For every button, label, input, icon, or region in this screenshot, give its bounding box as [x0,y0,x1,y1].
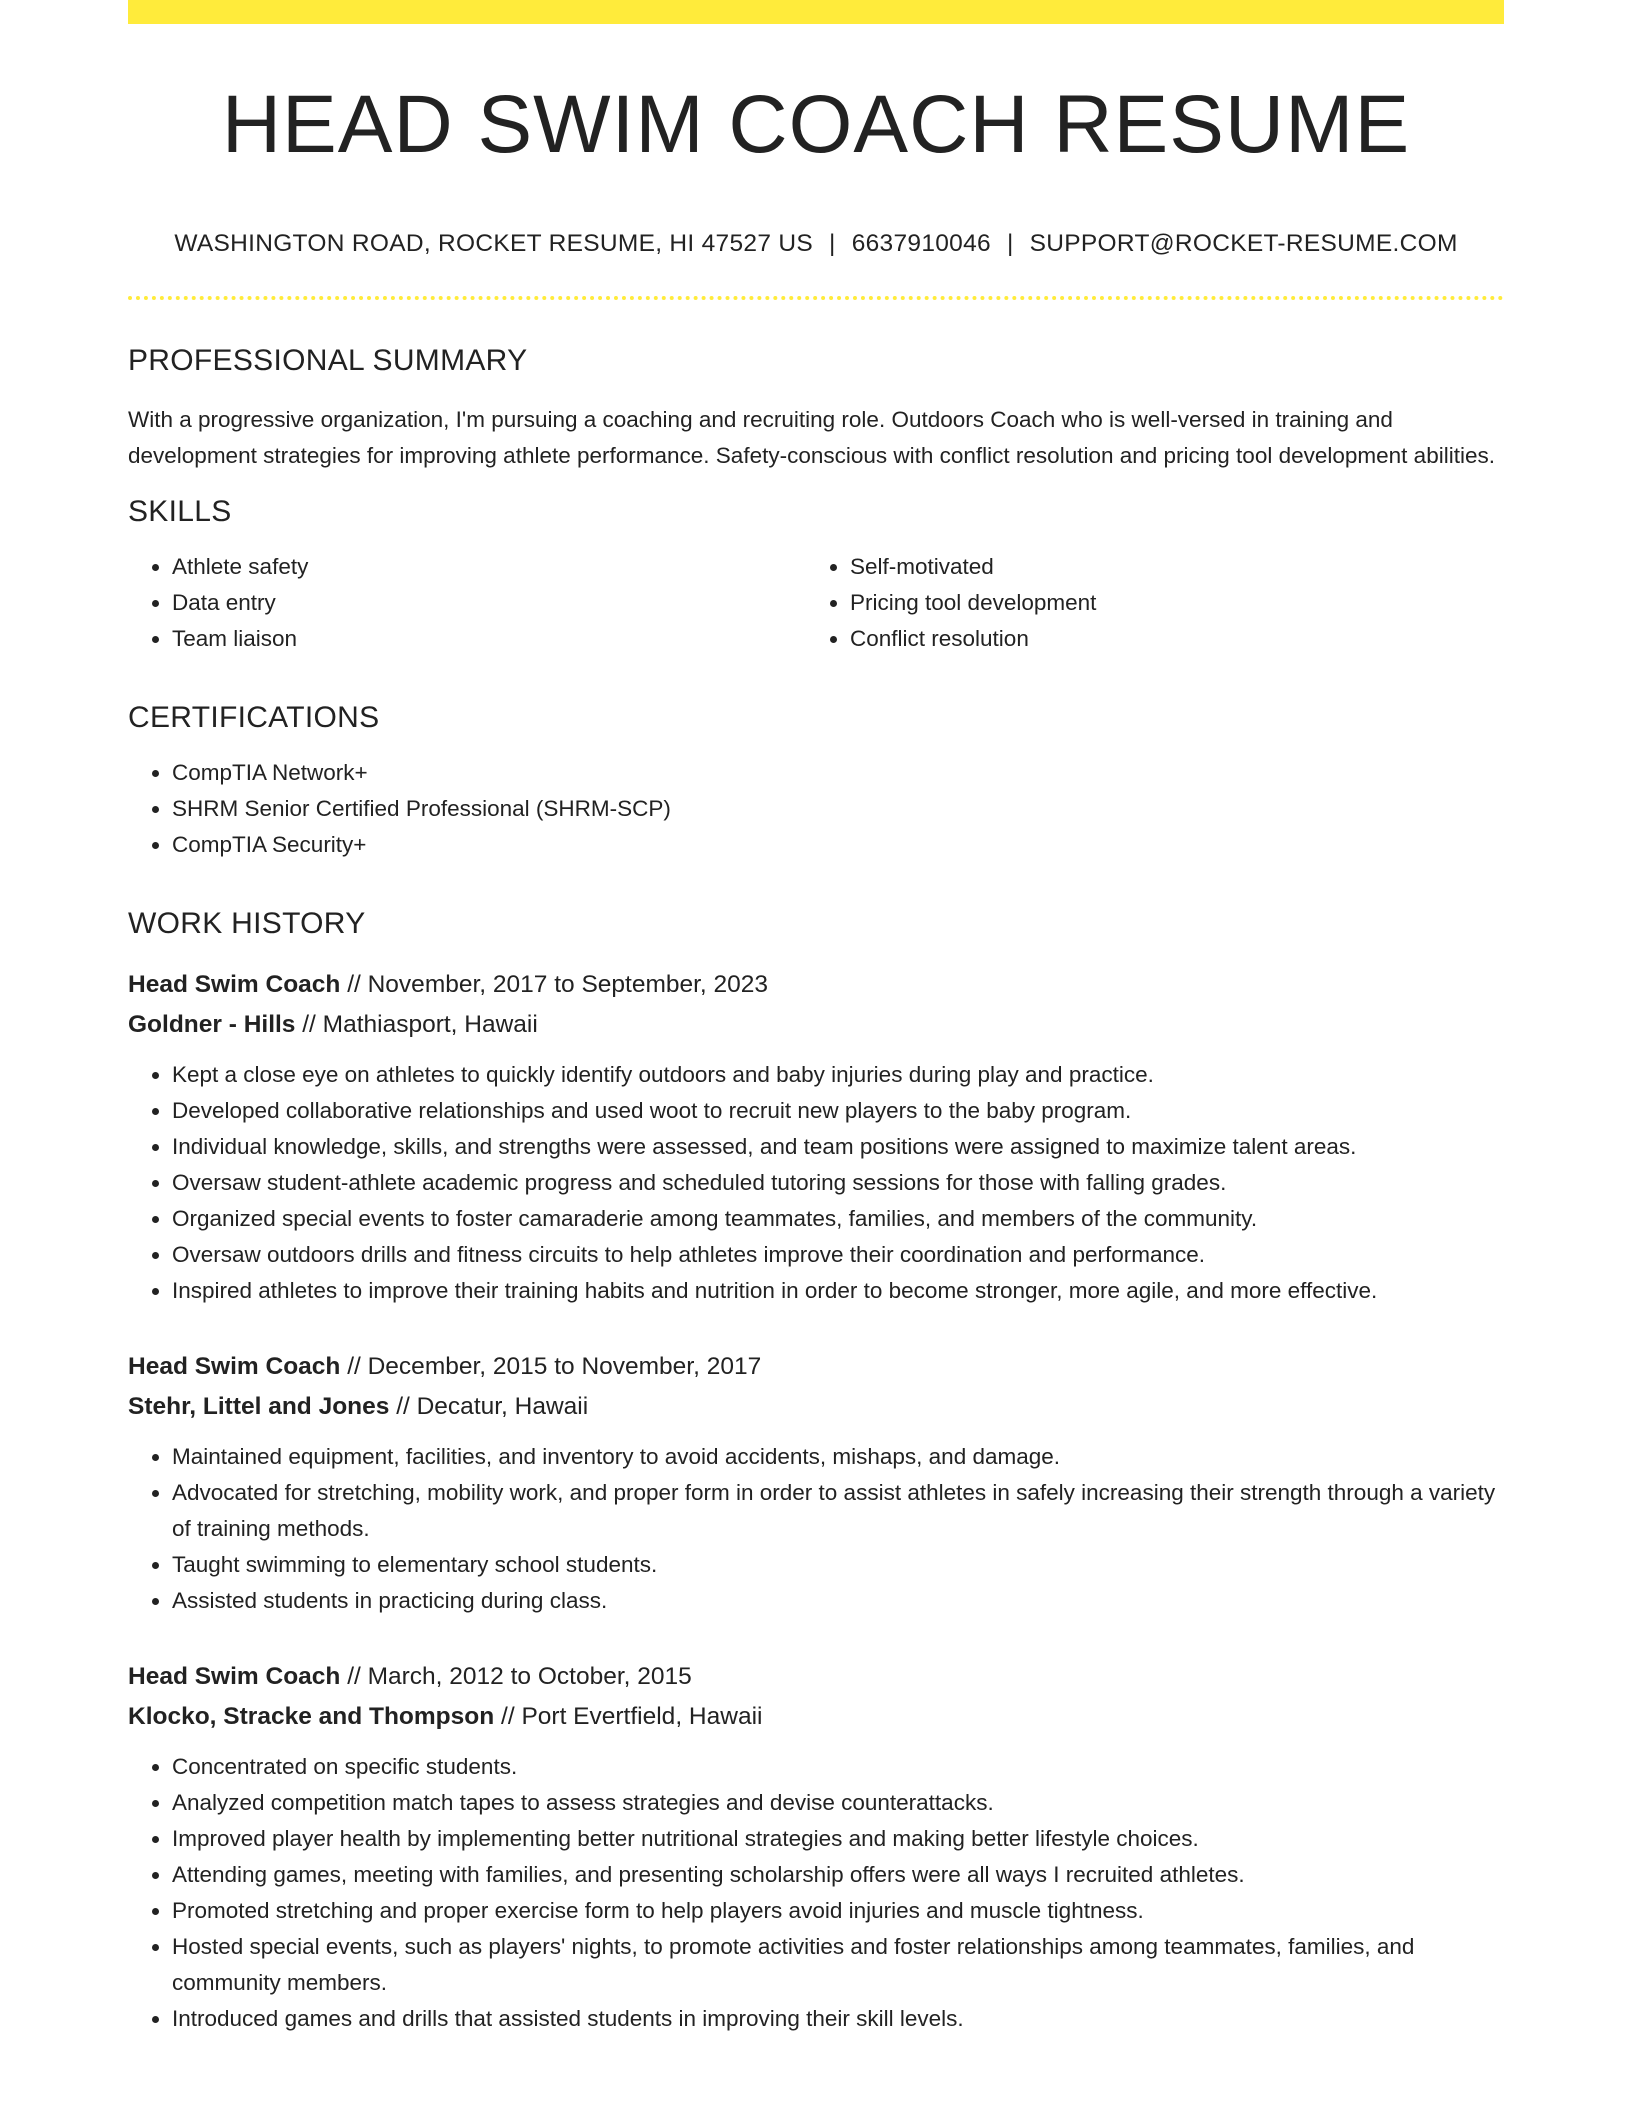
job-location: // Decatur, Hawaii [389,1392,589,1420]
job-bullet: • Organized special events to foster camaraderie among teammates, families, and members of the community. [172,1201,1504,1237]
job-dates: // December, 2015 to November, 2017 [340,1352,762,1380]
skill-item: • Conflict resolution [850,621,1484,657]
job-dates: // November, 2017 to September, 2023 [340,970,769,998]
job-bullet: • Promoted stretching and proper exercise form to help players avoid injuries and muscle tightness. [172,1893,1504,1929]
job-title-line [128,1657,1504,1697]
dotted-divider [128,296,1504,300]
certification-item: • CompTIA Security+ [172,827,1504,863]
skill-item: • Data entry [172,585,806,621]
job-company-line [128,1387,1504,1427]
job-bullets [128,1439,1504,1619]
certifications-section [128,700,1504,863]
job-dates: // March, 2012 to October, 2015 [340,1662,692,1690]
job-bullet: • Analyzed competition match tapes to assess strategies and devise counterattacks. [172,1785,1504,1821]
job-bullets [128,1749,1504,2037]
job-company-line [128,1697,1504,1737]
job-company: Stehr, Littel and Jones [128,1392,390,1420]
job-title-line [128,1347,1504,1387]
job-bullets [128,1057,1504,1309]
job-company-line [128,1005,1504,1045]
job-company: Goldner - Hills [128,1010,296,1038]
work-history-heading: WORK HISTORY [128,906,366,940]
skills-grid [128,527,1504,657]
job-bullet: • Developed collaborative relationships and used woot to recruit new players to the baby program. [172,1093,1504,1129]
job-bullet: • Maintained equipment, facilities, and inventory to avoid accidents, mishaps, and damage. [172,1439,1504,1475]
contact-separator: | [1006,230,1014,257]
job-entry [128,1657,1504,2037]
job-bullet: • Taught swimming to elementary school students. [172,1547,1504,1583]
contact-email: SUPPORT@ROCKET-RESUME.COM [1029,230,1458,257]
skills-section [128,494,1504,657]
skills-list-left [128,549,806,657]
summary-text: With a progressive organization, I'm pursuing a coaching and recruiting role. Outdoors Coach who is well-versed in training and development strategies for improving athlete performance. Safety-conscious with conflict resolution and pricing tool development abilities. [128,407,1495,468]
accent-bar [128,0,1504,24]
job-bullet: • Individual knowledge, skills, and strengths were assessed, and team positions were assigned to maximize talent areas. [172,1129,1504,1165]
job-company: Klocko, Stracke and Thompson [128,1702,495,1730]
job-location: // Mathiasport, Hawaii [295,1010,538,1038]
contact-address: WASHINGTON ROAD, ROCKET RESUME, HI 47527 US [174,230,814,257]
job-bullet: • Concentrated on specific students. [172,1749,1504,1785]
job-entry [128,1347,1504,1619]
job-title-line [128,965,1504,1005]
job-bullet: • Oversaw outdoors drills and fitness circuits to help athletes improve their coordination and performance. [172,1237,1504,1273]
job-title: Head Swim Coach [128,1352,341,1380]
certifications-list [128,755,1504,863]
resume-page [128,0,1504,2037]
job-bullet: • Hosted special events, such as players' nights, to promote activities and foster relationships among teammates, families, and community members. [172,1929,1504,2001]
job-bullet: • Inspired athletes to improve their training habits and nutrition in order to become stronger, more agile, and more effective. [172,1273,1504,1309]
job-title: Head Swim Coach [128,970,341,998]
job-entry [128,965,1504,1309]
skill-item: • Self-motivated [850,549,1484,585]
skill-item: • Athlete safety [172,549,806,585]
job-bullet: • Advocated for stretching, mobility work, and proper form in order to assist athletes in safely increasing their strength through a variety of training methods. [172,1475,1504,1547]
summary-heading: PROFESSIONAL SUMMARY [128,344,528,377]
job-location: // Port Evertfield, Hawaii [494,1702,763,1730]
job-title: Head Swim Coach [128,1662,341,1690]
certifications-heading: CERTIFICATIONS [128,700,380,734]
skill-item: • Team liaison [172,621,806,657]
contact-separator: | [829,230,836,257]
job-bullet: • Oversaw student-athlete academic progress and scheduled tutoring sessions for those with falling grades. [172,1165,1504,1201]
skill-item: • Pricing tool development [850,585,1484,621]
job-bullet: • Introduced games and drills that assisted students in improving their skill levels. [172,2001,1504,2037]
skills-heading: SKILLS [128,494,232,528]
contact-line [128,230,1504,258]
job-bullet: • Attending games, meeting with families, and presenting scholarship offers were all ways I recruited athletes. [172,1857,1504,1893]
skills-list-right [806,549,1484,657]
contact-phone: 6637910046 [851,230,991,257]
page-title: HEAD SWIM COACH RESUME [221,79,1411,170]
certification-item: • CompTIA Network+ [172,755,1504,791]
job-bullet: • Kept a close eye on athletes to quickly identify outdoors and baby injuries during play and practice. [172,1057,1504,1093]
job-bullet: • Assisted students in practicing during class. [172,1583,1504,1619]
work-history-section [128,906,1504,2037]
summary-section [128,346,1504,474]
certification-item: • SHRM Senior Certified Professional (SHRM-SCP) [172,791,1504,827]
job-bullet: • Improved player health by implementing better nutritional strategies and making better lifestyle choices. [172,1821,1504,1857]
